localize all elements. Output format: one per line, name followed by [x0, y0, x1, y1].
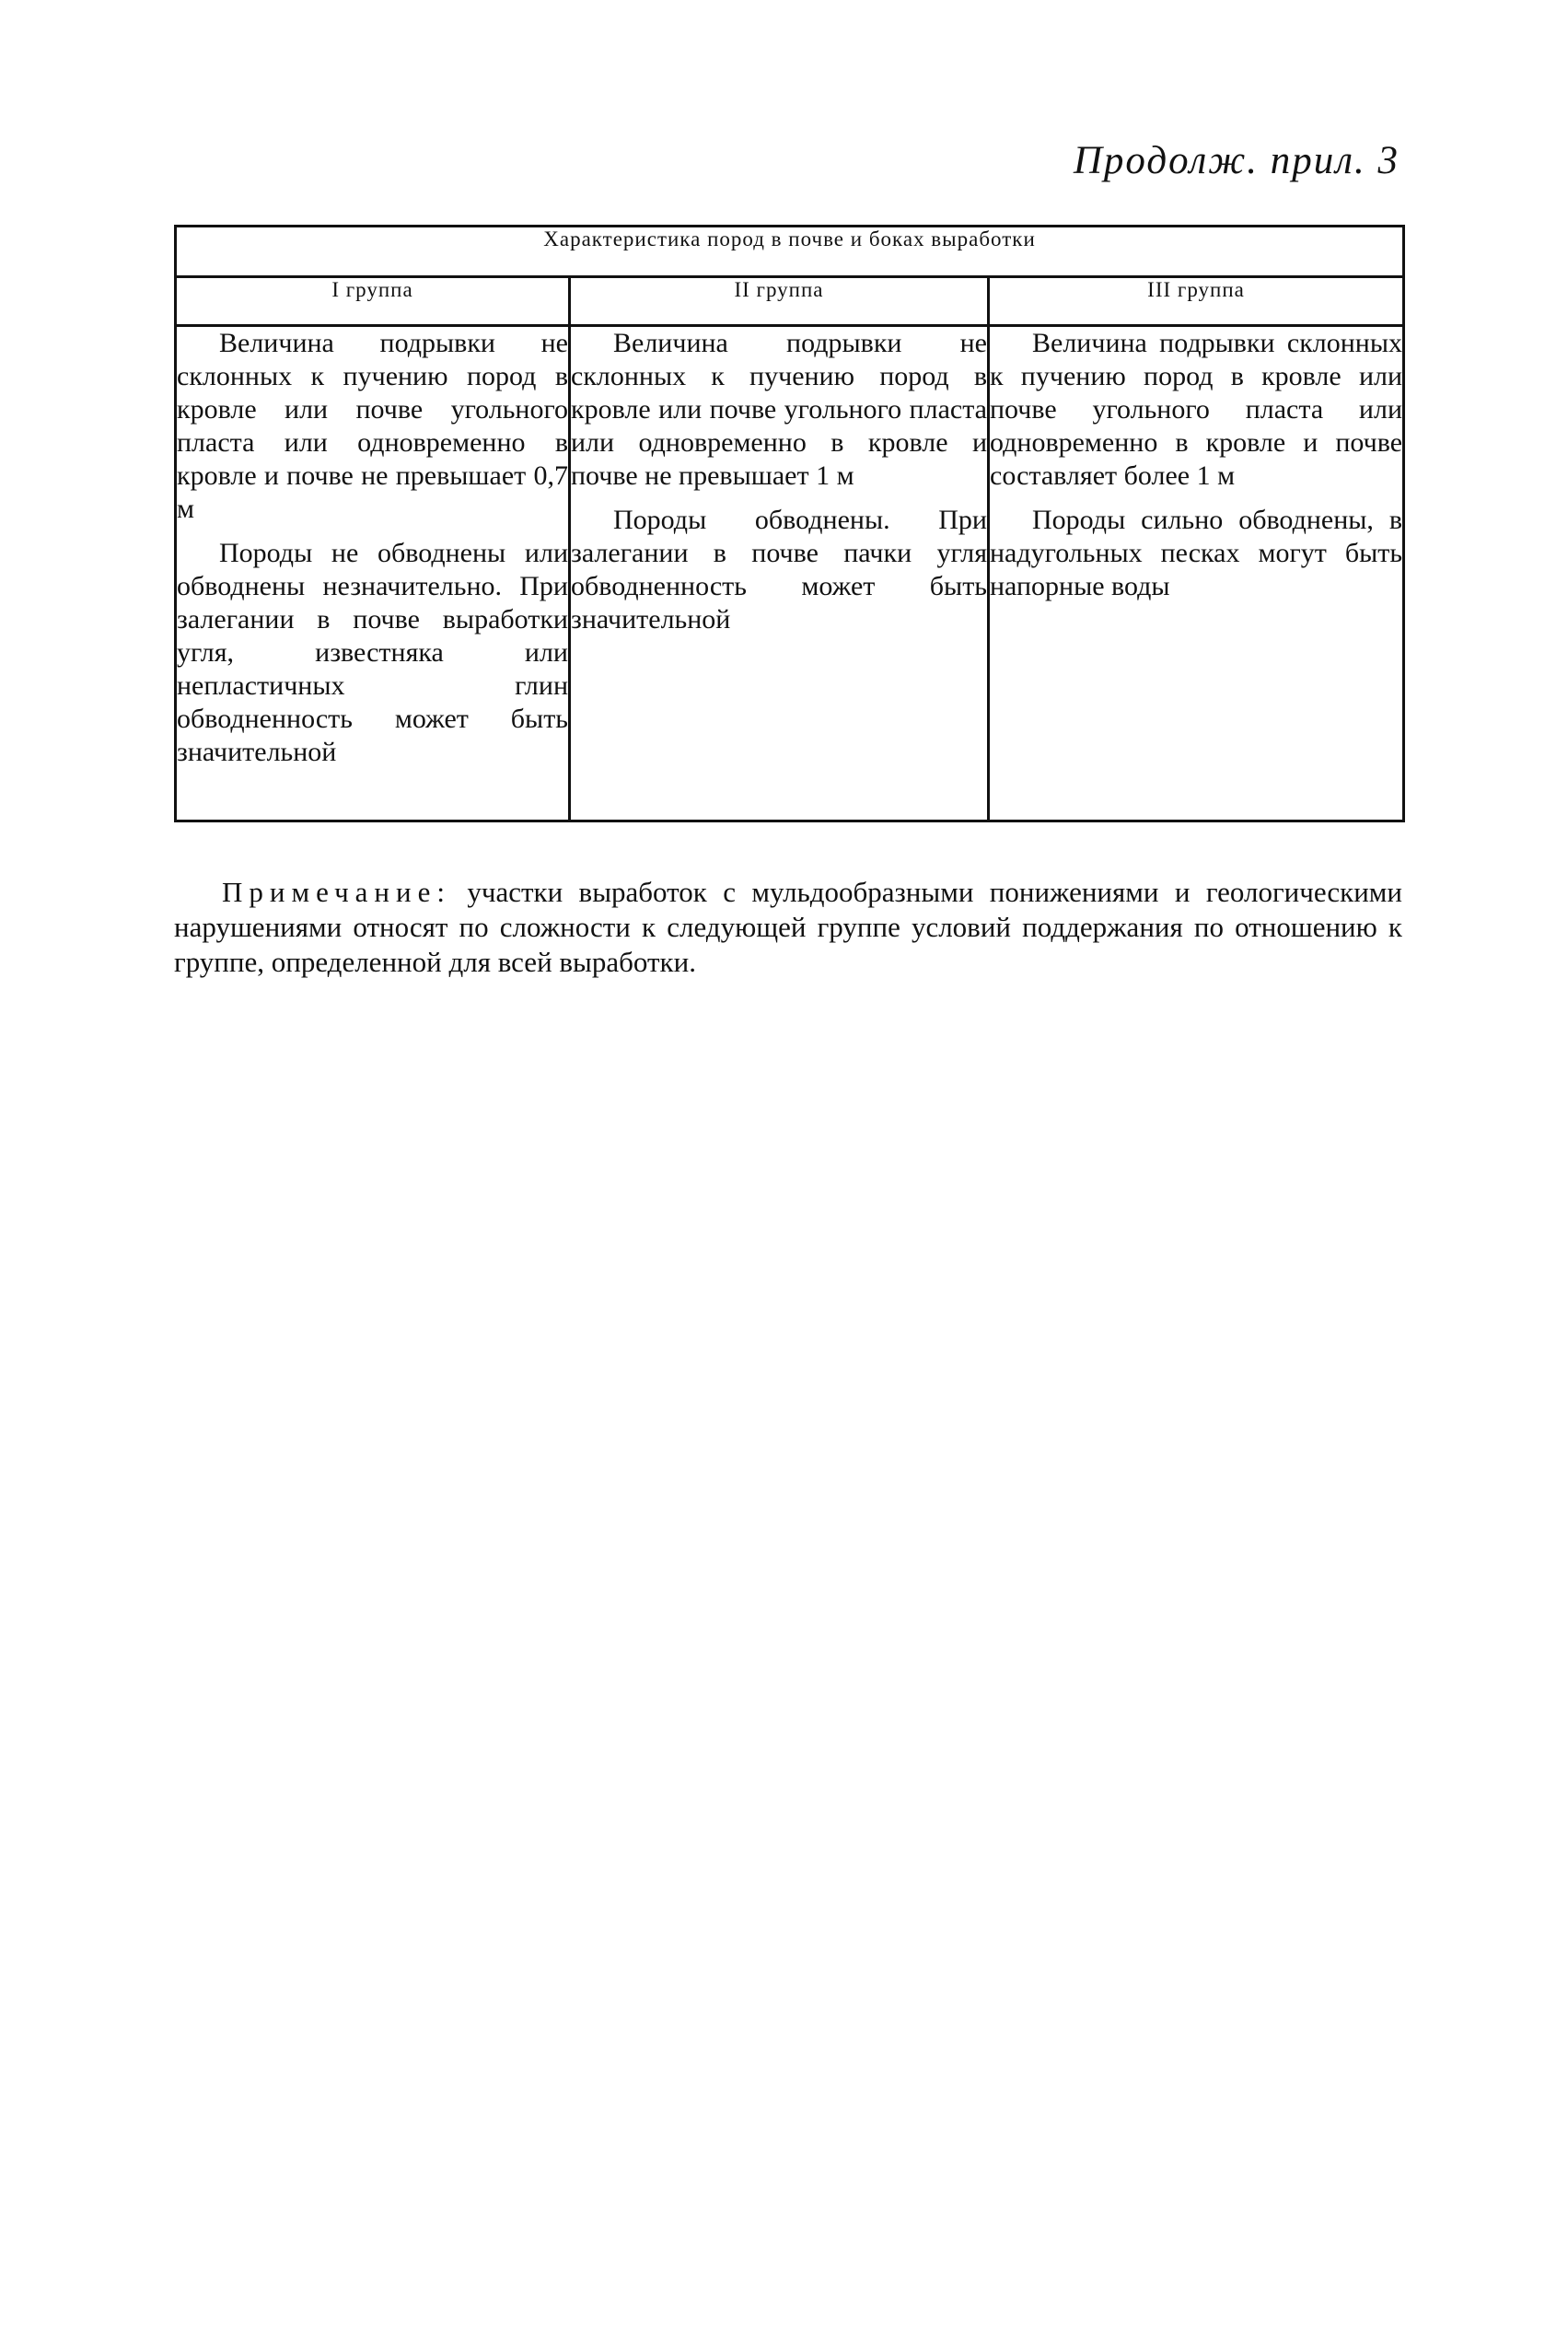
group-3-cell	[989, 326, 1404, 821]
group-1-header: I группа	[176, 277, 570, 326]
note-text: участки выработок с мульдообразными понижениями и геологическими нарушениями относят по сложности к следующей группе условий поддержания по отношению к группе, определенной для всей выработки.	[174, 876, 1402, 978]
group-3-heave-text: Величина подрывки склонных к пучению пород в кровле или почве угольного пласта или одновременно в кровле и почве составляет более 1 м	[990, 328, 1403, 491]
group-2-heave-text: Величина подрывки не склонных к пучению пород в кровле или почве угольного пласта или одновременно в кровле и почве не превышает 1 м	[571, 328, 987, 491]
group-2-cell	[570, 326, 989, 821]
note-label: Примечание:	[222, 876, 451, 908]
table-title: Характеристика пород в почве и боках выработки	[176, 227, 1404, 277]
group-1-heave-text: Величина подрывки не склонных к пучению пород в кровле или почве угольного пласта или одновременно в кровле и почве не превышает 0,7 м	[177, 328, 568, 524]
group-2-water-text: Породы обводнены. При залегании в почве пачки угля обводненность может быть значительной	[571, 505, 987, 635]
rock-characteristics-table	[174, 225, 1405, 822]
group-1-cell	[176, 326, 570, 821]
footnote	[174, 875, 1402, 980]
group-2-header: II группа	[570, 277, 989, 326]
running-head: Продолж. прил. 3	[1073, 139, 1400, 182]
group-3-water-text: Породы сильно обводнены, в надугольных песках могут быть напорные воды	[990, 505, 1403, 601]
group-3-header: III группа	[989, 277, 1404, 326]
group-1-water-text: Породы не обводнены или обводнены незначительно. При залегании в почве выработки угля, известняка или непластичных глин обводненность может быть значительной	[177, 538, 568, 767]
